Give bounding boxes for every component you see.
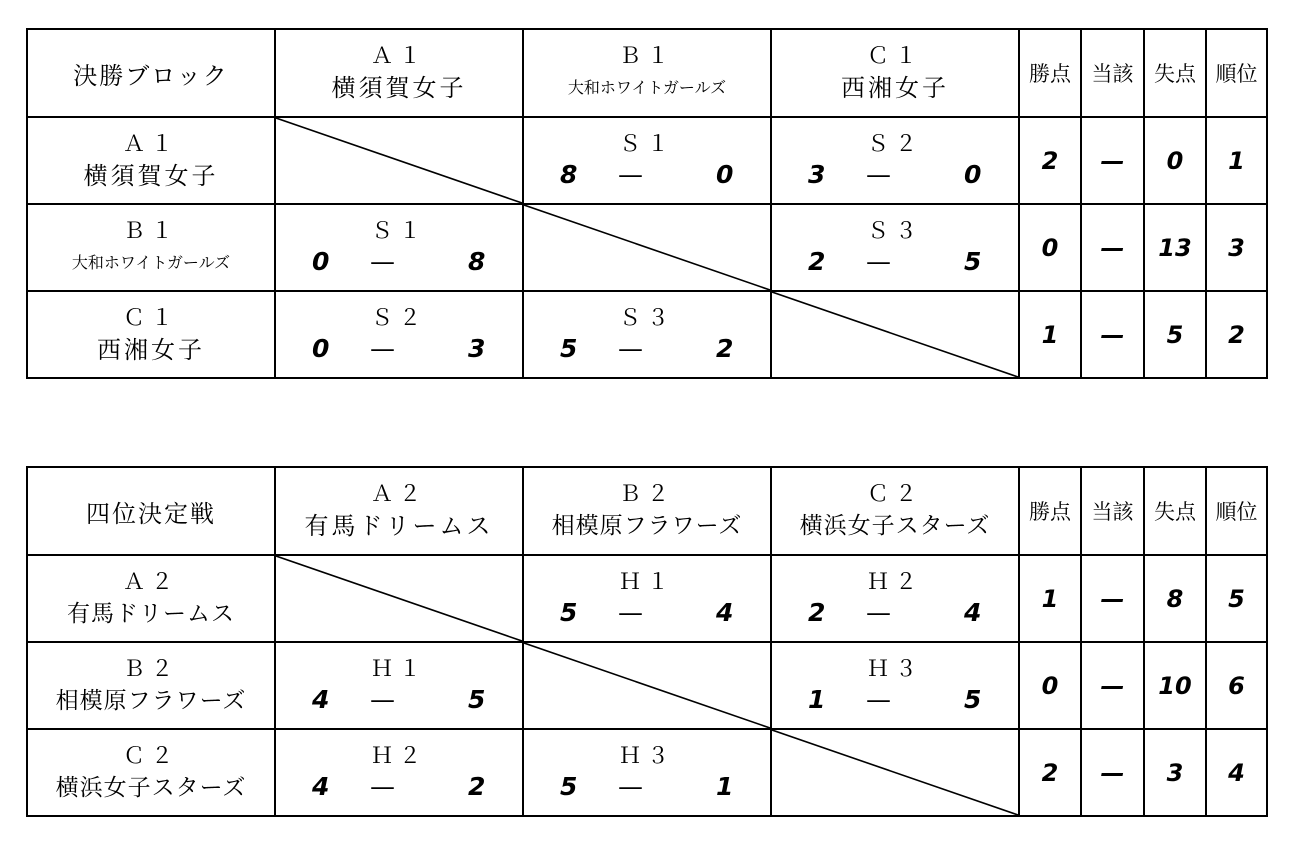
match-cell [771, 204, 1019, 291]
team-seed: Ｃ１ [866, 44, 923, 69]
match-score [276, 247, 522, 279]
points-value: 2 [1019, 729, 1081, 816]
score-dash: — [618, 771, 643, 801]
league-table-fourth-place [26, 466, 1268, 817]
team-name: 有馬ドリームス [67, 600, 235, 627]
score-left: 8 [560, 159, 578, 189]
direct-value: — [1081, 291, 1144, 378]
score-left: 5 [560, 771, 578, 801]
column-header [275, 467, 523, 555]
score-left: 5 [560, 597, 578, 627]
team-name: 大和ホワイトガールズ [71, 252, 231, 272]
column-header [275, 29, 523, 117]
score-left: 0 [312, 246, 330, 276]
match-score [276, 772, 522, 804]
match-code: Ｓ１ [370, 218, 427, 244]
team-seed: Ａ１ [370, 44, 427, 69]
team-name: 横須賀女子 [83, 161, 219, 190]
diagonal-cell [771, 291, 1019, 378]
conceded-value: 0 [1144, 117, 1206, 204]
table-row [27, 642, 1267, 729]
diagonal-line [772, 292, 1018, 377]
score-left: 2 [808, 597, 826, 627]
header-direct: 当該 [1081, 467, 1144, 555]
team-name: 横浜女子スターズ [55, 774, 247, 801]
row-header [27, 729, 275, 816]
score-left: 0 [312, 333, 330, 363]
direct-value: — [1081, 642, 1144, 729]
diagonal-line [772, 730, 1018, 815]
points-value: 1 [1019, 291, 1081, 378]
score-left: 1 [808, 684, 826, 714]
score-dash: — [618, 159, 643, 189]
rank-value: 5 [1206, 555, 1267, 642]
match-score [772, 160, 1018, 192]
match-code: Ｈ２ [866, 569, 923, 595]
diagonal-line [276, 118, 522, 203]
match-code: Ｈ２ [370, 743, 427, 769]
header-direct: 当該 [1081, 29, 1144, 117]
score-dash: — [618, 333, 643, 363]
column-header [523, 467, 771, 555]
match-code: Ｈ３ [618, 743, 675, 769]
points-value: 1 [1019, 555, 1081, 642]
match-cell [523, 729, 771, 816]
match-cell [275, 642, 523, 729]
score-left: 3 [808, 159, 826, 189]
diagonal-cell [275, 555, 523, 642]
column-header [771, 467, 1019, 555]
score-right: 2 [468, 771, 486, 801]
score-right: 3 [468, 333, 486, 363]
match-score [772, 685, 1018, 717]
direct-value: — [1081, 555, 1144, 642]
row-header [27, 117, 275, 204]
table-row [27, 117, 1267, 204]
score-left: 4 [312, 684, 330, 714]
team-name: 有馬ドリームス [304, 512, 494, 540]
match-code: Ｈ３ [866, 656, 923, 682]
score-right: 0 [964, 159, 982, 189]
header-rank: 順位 [1206, 29, 1267, 117]
conceded-value: 3 [1144, 729, 1206, 816]
header-points: 勝点 [1019, 467, 1081, 555]
match-score [524, 160, 770, 192]
team-seed: Ａ１ [122, 131, 179, 157]
column-header [771, 29, 1019, 117]
column-header [523, 29, 771, 117]
points-value: 2 [1019, 117, 1081, 204]
score-dash: — [370, 333, 395, 363]
diagonal-line [276, 556, 522, 641]
score-right: 4 [964, 597, 982, 627]
team-name: 横浜女子スターズ [799, 513, 991, 539]
team-name: 相模原フラワーズ [551, 513, 743, 539]
conceded-value: 8 [1144, 555, 1206, 642]
points-value: 0 [1019, 642, 1081, 729]
team-name: 西湘女子 [841, 74, 949, 102]
match-score [772, 247, 1018, 279]
table-row [27, 729, 1267, 816]
row-header [27, 642, 275, 729]
score-dash: — [370, 246, 395, 276]
match-score [276, 685, 522, 717]
score-left: 4 [312, 771, 330, 801]
match-cell [771, 642, 1019, 729]
table-row [27, 204, 1267, 291]
team-seed: Ａ２ [370, 482, 427, 507]
team-seed: Ｃ２ [122, 743, 179, 769]
diagonal-line [524, 643, 770, 728]
conceded-value: 5 [1144, 291, 1206, 378]
score-dash: — [370, 771, 395, 801]
conceded-value: 10 [1144, 642, 1206, 729]
direct-value: — [1081, 117, 1144, 204]
direct-value: — [1081, 729, 1144, 816]
match-code: Ｓ３ [866, 218, 923, 244]
header-rank: 順位 [1206, 467, 1267, 555]
team-name: 相模原フラワーズ [55, 687, 247, 714]
team-seed: Ｃ１ [122, 305, 179, 331]
match-score [524, 772, 770, 804]
row-header [27, 555, 275, 642]
team-seed: Ｂ２ [122, 656, 179, 682]
diagonal-line [524, 205, 770, 290]
rank-value: 6 [1206, 642, 1267, 729]
points-value: 0 [1019, 204, 1081, 291]
row-header [27, 204, 275, 291]
score-left: 5 [560, 333, 578, 363]
row-header [27, 291, 275, 378]
score-right: 0 [716, 159, 734, 189]
rank-value: 2 [1206, 291, 1267, 378]
score-right: 5 [964, 246, 982, 276]
match-cell [275, 291, 523, 378]
table-row [27, 555, 1267, 642]
team-name: 大和ホワイトガールズ [567, 78, 727, 97]
match-cell [523, 555, 771, 642]
match-score [276, 334, 522, 366]
match-code: Ｈ１ [370, 656, 427, 682]
score-dash: — [618, 597, 643, 627]
score-dash: — [866, 597, 891, 627]
team-seed: Ｂ１ [618, 44, 675, 69]
match-cell [771, 117, 1019, 204]
rank-value: 3 [1206, 204, 1267, 291]
team-name: 横須賀女子 [331, 74, 467, 102]
header-conceded: 失点 [1144, 467, 1206, 555]
header-conceded: 失点 [1144, 29, 1206, 117]
diagonal-cell [275, 117, 523, 204]
match-code: Ｓ１ [618, 131, 675, 157]
direct-value: — [1081, 204, 1144, 291]
match-code: Ｓ２ [866, 131, 923, 157]
score-right: 5 [964, 684, 982, 714]
score-dash: — [370, 684, 395, 714]
score-dash: — [866, 159, 891, 189]
match-cell [275, 204, 523, 291]
team-seed: Ａ２ [122, 569, 179, 595]
diagonal-cell [771, 729, 1019, 816]
match-cell [771, 555, 1019, 642]
rank-value: 1 [1206, 117, 1267, 204]
match-code: Ｓ３ [618, 305, 675, 331]
team-seed: Ｃ２ [866, 482, 923, 507]
match-cell [523, 117, 771, 204]
table-title: 四位決定戦 [27, 467, 275, 555]
header-points: 勝点 [1019, 29, 1081, 117]
match-code: Ｓ２ [370, 305, 427, 331]
score-right: 4 [716, 597, 734, 627]
team-seed: Ｂ２ [618, 482, 675, 507]
match-cell [523, 291, 771, 378]
score-right: 1 [716, 771, 734, 801]
table-row [27, 291, 1267, 378]
score-right: 5 [468, 684, 486, 714]
score-right: 2 [716, 333, 734, 363]
score-dash: — [866, 246, 891, 276]
team-seed: Ｂ１ [122, 218, 179, 244]
team-name: 西湘女子 [97, 335, 205, 364]
score-left: 2 [808, 246, 826, 276]
league-table-final [26, 28, 1268, 379]
table-title: 決勝ブロック [27, 29, 275, 117]
match-score [524, 598, 770, 630]
conceded-value: 13 [1144, 204, 1206, 291]
score-right: 8 [468, 246, 486, 276]
match-code: Ｈ１ [618, 569, 675, 595]
rank-value: 4 [1206, 729, 1267, 816]
diagonal-cell [523, 642, 771, 729]
diagonal-cell [523, 204, 771, 291]
score-dash: — [866, 684, 891, 714]
match-score [524, 334, 770, 366]
match-cell [275, 729, 523, 816]
match-score [772, 598, 1018, 630]
